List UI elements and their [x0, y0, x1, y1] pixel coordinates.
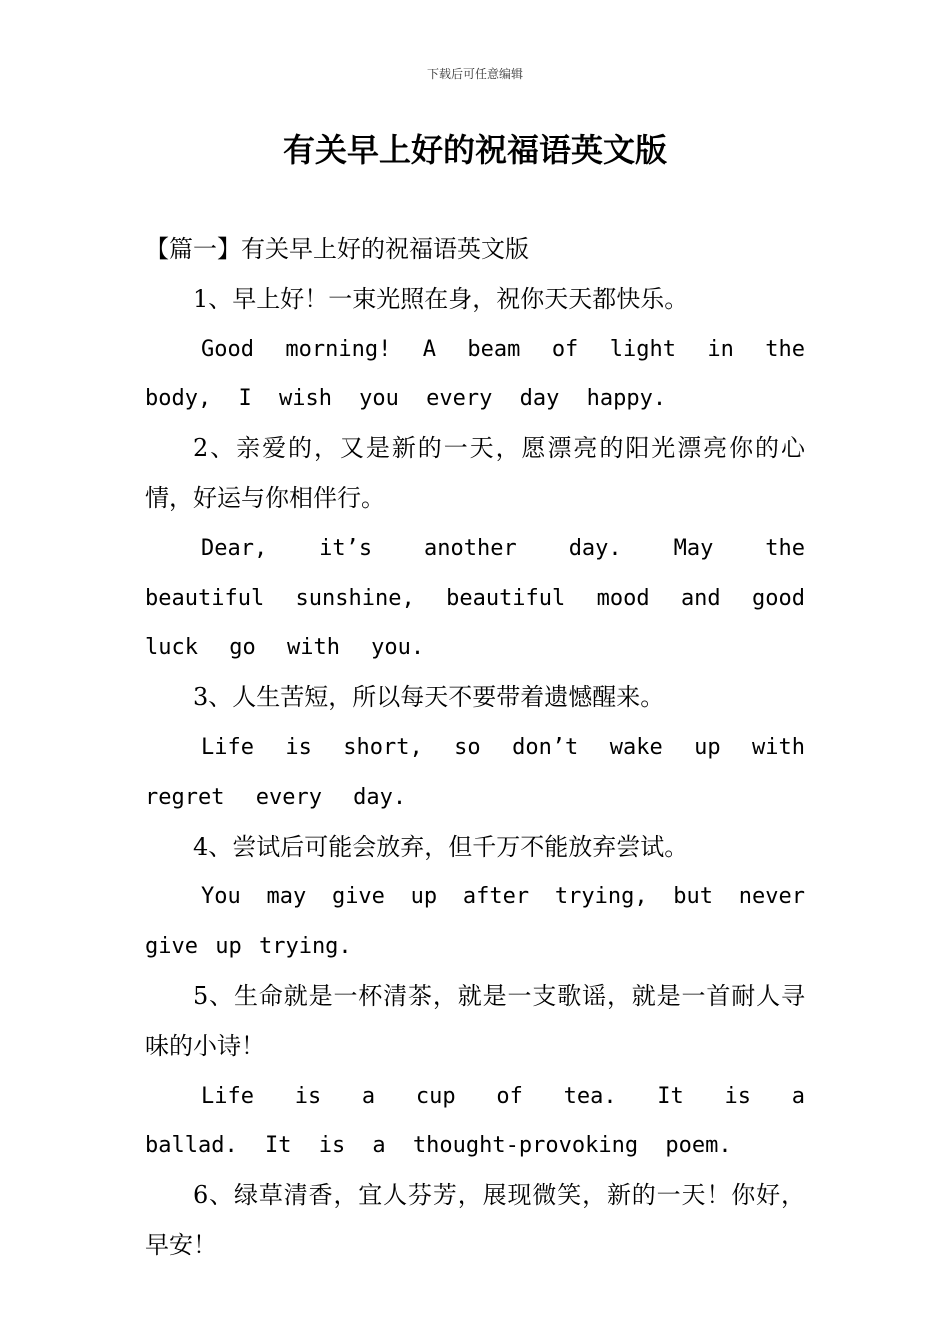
greeting-en-5: Life is a cup of tea. It is a ballad. It is a thought-provoking poem.	[145, 1083, 805, 1159]
greeting-en-1: Good morning! A beam of light in the body, I wish you every day happy.	[145, 336, 805, 412]
section-heading: 【篇一】有关早上好的祝福语英文版	[145, 235, 529, 263]
document-body	[145, 225, 805, 1271]
greeting-en-4: You may give up after trying, but never give up trying.	[145, 884, 805, 960]
greeting-en-2: Dear, it’s another day. May the beautiful sunshine, beautiful mood and good luck go with you.	[145, 535, 805, 661]
greeting-zh-5: 5、生命就是一杯清茶，就是一支歌谣，就是一首耐人寻味的小诗！	[145, 981, 805, 1060]
greeting-zh-1: 1、早上好！一束光照在身，祝你天天都快乐。	[193, 284, 689, 313]
document-title: 有关早上好的祝福语英文版	[282, 131, 667, 169]
greeting-en-3: Life is short, so don’t wake up with regret every day.	[145, 734, 805, 810]
greeting-zh-2: 2、亲爱的，又是新的一天，愿漂亮的阳光漂亮你的心情，好运与你相伴行。	[145, 434, 805, 512]
greeting-zh-4: 4、尝试后可能会放弃，但千万不能放弃尝试。	[193, 832, 689, 861]
greeting-zh-3: 3、人生苦短，所以每天不要带着遗憾醒来。	[193, 683, 665, 712]
greeting-zh-6: 6、绿草清香，宜人芬芳，展现微笑，新的一天！你好，早安！	[145, 1181, 805, 1259]
header-note: 下载后可任意编辑	[426, 67, 523, 81]
